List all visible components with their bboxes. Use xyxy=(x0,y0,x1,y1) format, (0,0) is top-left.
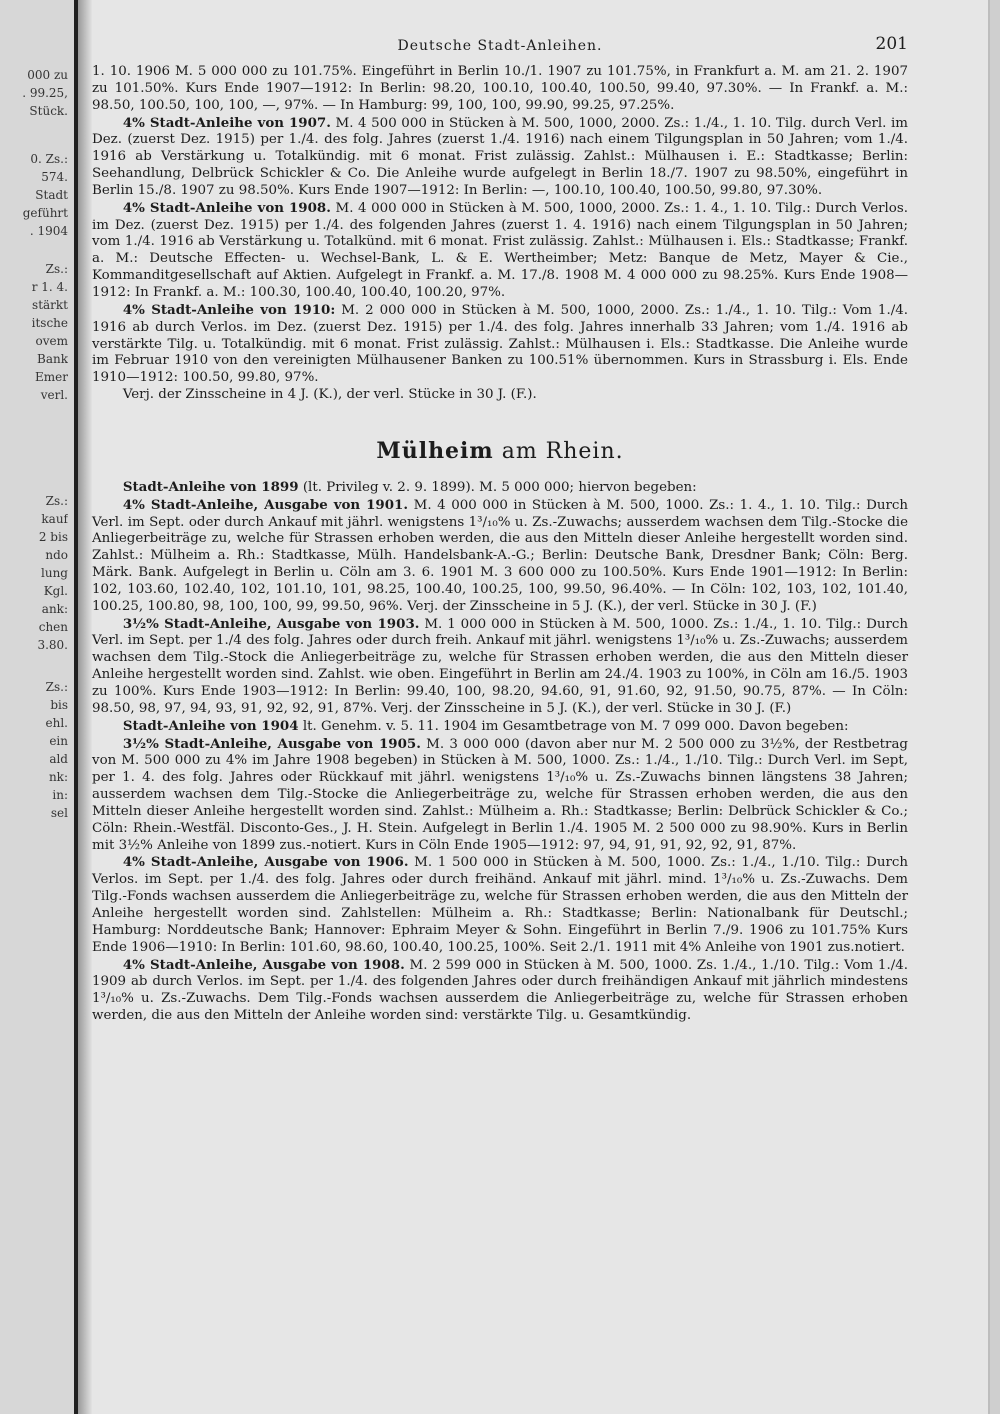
margin-fragment: nk: xyxy=(48,770,68,784)
margin-fragment: Emer xyxy=(35,370,68,384)
margin-fragment: ehl. xyxy=(45,716,68,730)
loan-heading: 3½% Stadt-Anleihe, Ausgabe von 1903. xyxy=(122,615,420,632)
margin-fragment: stärkt xyxy=(32,298,68,312)
book-spine-shadow xyxy=(78,0,92,1414)
loan-heading: 4% Stadt-Anleihe, Ausgabe von 1906. xyxy=(122,854,409,871)
left-page-edge xyxy=(0,0,78,1414)
margin-fragment: Zs.: xyxy=(45,494,68,508)
loan-heading: Stadt-Anleihe von 1904 xyxy=(122,717,299,734)
margin-fragment: ein xyxy=(49,734,68,748)
section-muelheim-loans xyxy=(92,479,908,1025)
margin-fragment: Zs.: xyxy=(45,680,68,694)
margin-fragment: 2 bis xyxy=(38,530,68,544)
loan-heading: 4% Stadt-Anleihe von 1907. xyxy=(122,114,331,131)
margin-fragment: kauf xyxy=(41,512,68,526)
loan-details: M. 4 000 000 in Stücken à M. 500, 1000, 2000. Zs.: 1. 4., 1. 10. Tilg.: Durch Verlos. im Dez. (zuerst Dez. 1915) per 1./4. des folgenden Jahres (zuerst 1. 4. 1916) nach einem Tilgungsplan in 50 Jahren; vom 1./4. 1916 ab Verstärkung u. Totalkünd. mit 6 monat. Frist zulässig. Zahlst.: Mülhausen i. Els.: Stadtkasse; Frankf. a. M.: Deutsche Effecten- u. Wechsel-Bank, L. & E. Wertheimber; Metz: Banque de Metz, Mayer & Cie., Kommanditgesellschaft auf Aktien. Aufgelegt in Frankf. a. M. 17./8. 1908 M. 4 000 000 zu 98.25%. Kurs Ende 1908—1912: In Frankf. a. M.: 100.30, 100.40, 100.40, 100.20, 97%. xyxy=(92,200,908,300)
margin-fragment: ank: xyxy=(41,602,68,616)
margin-fragment: 0. Zs.: xyxy=(30,152,68,166)
loan-details: M. 3 000 000 (davon aber nur M. 2 500 000 zu 3½%, der Restbetrag von M. 500 000 zu 4% im Jahre 1908 begeben) in Stücken à M. 500, 1000. Zs.: 1./4., 1./10. Tilg.: Durch Verl. im Sept, per 1. 4. des folg. Jahres oder Rückkauf mit jährl. wenigstens 1³/₁₀% u. Zs.-Zuwachs binnen längstens 38 Jahren; ausserdem wachsen dem Tilg.-Stocke die Anliegerbeiträge zu, welche für Strassen erhoben werden, die aus den Mitteln dieser Anleihe hergestellt worden sind. Zahlst.: Mülheim a. Rh.: Stadtkasse; Berlin: Delbrück Schickler & Co.; Cöln: Rhein.-Westfäl. Disconto-Ges., J. H. Stein. Aufgelegt in Berlin 1./4. 1905 M. 2 500 000 zu 98.90%. Kurs in Berlin mit 3½% Anleihe von 1899 zus.-notiert. Kurs in Cöln Ende 1905—1912: 97, 94, 91, 91, 92, 92, 91, 87%. xyxy=(92,736,909,853)
paragraph-loan-1910 xyxy=(92,302,908,387)
paragraph-loan-1901 xyxy=(92,497,908,616)
paragraph-loan-1906 xyxy=(92,854,908,956)
margin-fragment: Zs.: xyxy=(45,262,68,276)
running-head: Deutsche Stadt-Anleihen. xyxy=(397,38,603,54)
loan-details: M. 1 000 000 in Stücken à M. 500, 1000. Zs.: 1./4., 1. 10. Tilg.: Durch Verl. im Sept. per 1./4 des folg. Jahres oder durch freih. Ankauf mit jährl. wenigstens 1³/₁₀% u. Zs.-Zuwachs; ausserdem wachsen dem Tilg.-Stock die Anliegerbeiträge zu, welche für Strassen erhoben werden, die aus den Mitteln dieser Anleihe hergestellt worden sind. Zahlst. wie oben. Eingeführt in Berlin am 24./4. 1903 zu 100%, in Cöln am 16./5. 1903 zu 100%. Kurs Ende 1903—1912: In Berlin: 99.40, 100, 98.20, 94.60, 91, 91.60, 92, 91.50, 90.75, 87%. — In Cöln: 98.50, 98, 97, 94, 93, 91, 92, 92, 91, 87%. Verj. der Zinsscheine in 5 J. (K.), der verl. Stücke in 30 J. (F.) xyxy=(92,616,908,716)
margin-fragment: itsche xyxy=(31,316,68,330)
margin-fragment: ald xyxy=(49,752,68,766)
margin-fragment: r 1. 4. xyxy=(31,280,68,294)
margin-fragment: chen xyxy=(38,620,68,634)
margin-fragment: . 1904 xyxy=(29,224,68,238)
loan-details: lt. Genehm. v. 5. 11. 1904 im Gesamtbetrage von M. 7 099 000. Davon begeben: xyxy=(298,718,849,734)
page-number: 201 xyxy=(875,34,908,54)
loan-details: M. 1 500 000 in Stücken à M. 500, 1000. Zs.: 1./4., 1./10. Tilg.: Durch Verlos. im Sept. per 1./4. des folg. Jahres oder durch freihänd. Ankauf mit jährl. mind. 1³/₁₀% u. Zs.-Zuwachs. Dem Tilg.-Fonds wachsen ausserdem die Anliegerbeiträge zu, welche für Strassen erhoben werden, die aus den Mitteln der Anleihe hergestellt worden sind. Zahlstellen: Mülheim a. Rh.: Stadtkasse; Berlin: Nationalbank für Deutschl.; Hamburg: Norddeutsche Bank; Hannover: Ephraim Meyer & Sohn. Eingeführt in Berlin 7./9. 1906 zu 101.75% Kurs Ende 1906—1910: In Berlin: 101.60, 98.60, 100.40, 100.25, 100%. Seit 2./1. 1911 mit 4% Anleihe von 1901 zus.notiert. xyxy=(92,855,908,955)
paragraph-1906-loan-quotes: 1. 10. 1906 M. 5 000 000 zu 101.75%. Eingeführt in Berlin 10./1. 1907 zu 101.75%, in Frankfurt a. M. am 21. 2. 1907 zu 101.50%. Kurs Ende 1907—1912: In Berlin: 98.20, 100.10, 100.40, 100.50, 99.40, 97.30%. — In Frankf. a. M.: 98.50, 100.50, 100, 100, —, 97%. — In Hamburg: 99, 100, 100, 99.90, 99.25, 97.25%. xyxy=(92,64,908,113)
margin-fragment: in: xyxy=(52,788,68,802)
margin-fragment: ovem xyxy=(35,334,68,348)
paragraph-limitation: Verj. der Zinsscheine in 4 J. (K.), der verl. Stücke in 30 J. (F.). xyxy=(122,387,537,403)
margin-fragment: geführt xyxy=(22,206,68,220)
margin-fragment: verl. xyxy=(40,388,68,402)
margin-fragment: 574. xyxy=(41,170,68,184)
city-suffix: am Rhein. xyxy=(501,438,624,464)
loan-details: M. 2 599 000 in Stücken à M. 500, 1000. Zs. 1./4., 1./10. Tilg.: Vom 1./4. 1909 ab durch Verlos. im Sept. per 1./4. des folgenden Jahres oder durch freihändigen Ankauf mit jährlich mindestens 1³/₁₀% u. Zs.-Zuwachs. Dem Tilg.-Fonds wachsen ausserdem die Anliegerbeiträge zu, welche für Strassen erhoben werden, die aus den Mitteln der Anleihe worden sind: verstärkte Tilg. u. Gesamtkündig. xyxy=(92,957,908,1024)
loan-details: M. 2 000 000 in Stücken à M. 500, 1000, 2000. Zs.: 1./4., 1. 10. Tilg.: Vom 1./4. 1916 ab durch Verlos. im Dez. (zuerst Dez. 1915) per 1./4. des folg. Jahres innerhalb 33 Jahren; vom 1./4. 1916 ab verstärkte Tilg. u. Totalkündig. mit 6 monat. Frist zulässig. Zahlst.: Mülhausen i. Els.: Stadtkasse. Die Anleihe wurde im Februar 1910 von den vereinigten Mülhausener Banken zu 100.51% übernommen. Kurs in Strassburg i. Els. Ende 1910—1912: 100.50, 99.80, 97%. xyxy=(92,302,908,386)
margin-fragment: Stadt xyxy=(35,188,68,202)
paragraph-loan-1907 xyxy=(92,115,908,200)
paragraph-loan-1908 xyxy=(92,200,908,302)
paragraph-loan-1899 xyxy=(92,479,908,497)
margin-fragment: 000 zu xyxy=(27,68,68,82)
loan-details: M. 4 500 000 in Stücken à M. 500, 1000, 2000. Zs.: 1./4., 1. 10. Tilg. durch Verl. im Dez. (zuerst Dez. 1915) per 1./4. des folg. Jahres (zuerst 1./4. 1916) nach einem Tilgungsplan in 50 Jahren; vom 1./4. 1916 ab Verstärkung u. Totalkündig. mit 6 monat. Frist zulässig. Zahlst.: Mülhausen i. E.: Stadtkasse; Berlin: Seehandlung, Delbrück Schickler & Co. Die Anleihe wurde aufgelegt in Berlin 18./7. 1907 zu 98.50%, eingeführt in Berlin 15./8. 1907 zu 98.50%. Kurs Ende 1907—1912: In Berlin: —, 100.10, 100.40, 100.50, 99.80, 97.30%. xyxy=(92,115,908,198)
margin-fragment: 3.80. xyxy=(37,638,68,652)
loan-heading: 4% Stadt-Anleihe, Ausgabe von 1908. xyxy=(122,956,405,973)
loan-heading: 3½% Stadt-Anleihe, Ausgabe von 1905. xyxy=(122,735,421,752)
paragraph-loan-1904 xyxy=(92,718,908,736)
loan-heading: 4% Stadt-Anleihe, Ausgabe von 1901. xyxy=(122,496,409,513)
loan-details: (lt. Privileg v. 2. 9. 1899). M. 5 000 000; hiervon begeben: xyxy=(298,479,697,495)
margin-fragment: lung xyxy=(41,566,68,580)
margin-fragment: Stück. xyxy=(29,104,68,118)
loan-heading: Stadt-Anleihe von 1899 xyxy=(122,478,299,495)
loan-heading: 4% Stadt-Anleihe von 1910: xyxy=(122,301,336,318)
loan-details: M. 4 000 000 in Stücken à M. 500, 1000. Zs.: 1. 4., 1. 10. Tilg.: Durch Verl. im Sept. oder durch Ankauf mit jährl. wenigstens 1³/₁₀% u. Zs.-Zuwachs; ausserdem wachsen dem Tilg.-Stocke die Anliegerbeiträge zu, welche für Strassen erhoben werden, die aus den Mitteln dieser Anleihe hergestellt worden sind. Zahlst.: Mülheim a. Rh.: Stadtkasse, Mülh. Handelsbank-A.-G.; Berlin: Deutsche Bank, Dresdner Bank; Cöln: Berg. Märk. Bank. Aufgelegt in Berlin u. Cöln am 3. 6. 1901 M. 3 600 000 zu 100.50%. Kurs Ende 1901—1912: In Berlin: 102, 103.60, 102.40, 102, 101.10, 101, 98.25, 100.40, 100.25, 100, 99.50, 96.40%. — In Cöln: 102, 103, 102, 101.40, 100.25, 100.80, 98, 100, 100, 99, 99.50, 96%. Verj. der Zinsscheine in 5 J. (K.), der verl. Stücke in 30 J. (F.) xyxy=(92,497,909,614)
paragraph-loan-1908b xyxy=(92,957,908,1025)
city-name: Mülheim xyxy=(376,437,494,464)
city-heading xyxy=(92,438,908,465)
margin-fragment: sel xyxy=(50,806,68,820)
margin-fragment: ndo xyxy=(45,548,68,562)
section-muelhausen-loans xyxy=(92,64,908,404)
margin-fragment: bis xyxy=(50,698,68,712)
loan-heading: 4% Stadt-Anleihe von 1908. xyxy=(122,199,331,216)
page-content xyxy=(92,30,908,1025)
paragraph-loan-1903 xyxy=(92,616,908,718)
right-page-edge xyxy=(988,0,1000,1414)
page-header xyxy=(92,30,908,64)
margin-fragment: Bank xyxy=(37,352,68,366)
margin-fragment: Kgl. xyxy=(43,584,68,598)
margin-fragment: . 99.25, xyxy=(22,86,68,100)
paragraph-loan-1905 xyxy=(92,736,908,855)
